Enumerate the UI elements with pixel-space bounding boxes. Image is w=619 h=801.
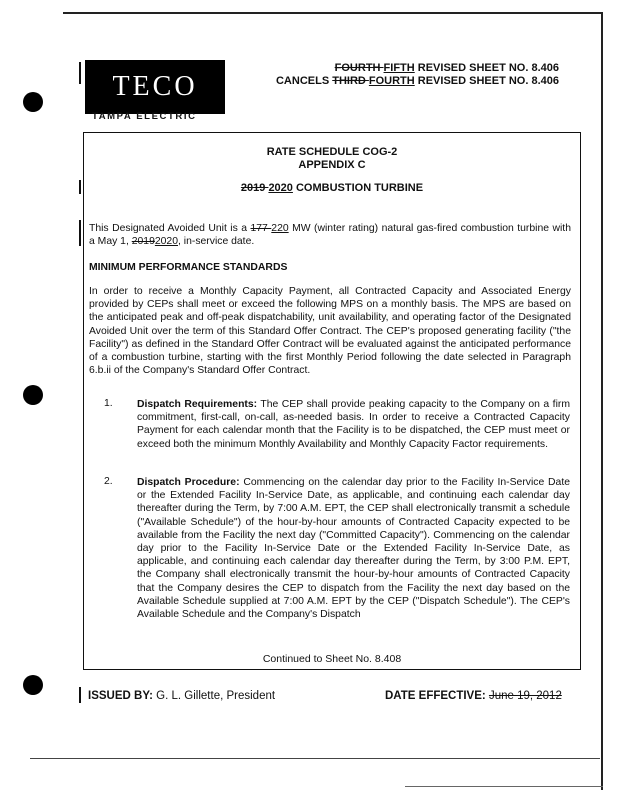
cancels-old-revision: THIRD	[332, 75, 369, 87]
revision-bar-footer	[79, 687, 81, 703]
intro-new-mw: 220	[271, 223, 289, 234]
logo-wordmark: TECO	[112, 71, 198, 102]
subtitle-text: COMBUSTION TURBINE	[292, 182, 424, 194]
cancels-number-text: REVISED SHEET NO. 8.406	[414, 75, 559, 87]
issued-by	[88, 690, 275, 702]
revision-bar-subtitle	[79, 180, 81, 194]
continued-note: Continued to Sheet No. 8.408	[262, 653, 402, 665]
section-heading: MINIMUM PERFORMANCE STANDARDS	[89, 262, 288, 273]
punch-hole-top	[23, 92, 43, 112]
item-number-1: 1.	[104, 398, 113, 409]
intro-new-year: 2020	[154, 236, 178, 248]
issued-by-value: G. L. Gillette, President	[156, 690, 276, 702]
subtitle-new-year: 2020	[268, 182, 293, 194]
item-body-2: Commencing on the calendar day prior to the Facility In-Service Date or the Extended Facility In-Service Date, as applicable, and continuing each calendar day thereafter during the Term, by 7:00 A.M. EPT, the CEP shall electronically transmit a schedule ("Available Schedule") of the hour-by-hour amounts of Contracted Capacity expected to be available from the Facility the next day ("Committed Capacity"). Commencing on the calendar day prior to the Facility In-Service Date or the Extended Facility In-Service Date, as applicable, and continuing each calendar day thereafter during the Term, by 3:00 P.M. EPT, the Company shall electronically transmit the hour-by-hour amounts of Contracted Capacity that the Company desires the CEP to dispatch from the Facility the next day based on the Available Schedule supplied at 7:00 A.M. EPT by the CEP ("Dispatch Schedule"). The CEP's Available Schedule and the Company's Dispatch	[137, 477, 570, 621]
unit-subtitle	[83, 182, 581, 194]
cancels-line	[276, 75, 559, 87]
item-number-2: 2.	[104, 476, 113, 487]
list-item-2	[137, 476, 570, 621]
punch-hole-middle	[23, 385, 43, 405]
logo-tagline: TAMPA ELECTRIC	[92, 111, 197, 122]
subtitle-old-year: 2019	[240, 182, 269, 194]
bottom-rule	[30, 758, 600, 759]
revision-bar-header	[79, 62, 81, 84]
item-heading-1: Dispatch Requirements:	[137, 399, 258, 410]
date-effective-label: DATE EFFECTIVE:	[385, 690, 486, 702]
intro-date-sep: ,	[125, 236, 132, 248]
schedule-title: RATE SCHEDULE COG-2	[266, 146, 398, 158]
date-effective	[385, 690, 562, 702]
intro-text-1: This Designated Avoided Unit is a	[89, 223, 251, 234]
sheet-new-revision: FIFTH	[383, 62, 415, 74]
date-effective-value: June 19, 2012	[488, 690, 562, 702]
intro-text-3: , in-service date.	[178, 236, 255, 248]
issued-by-label: ISSUED BY:	[88, 690, 153, 702]
intro-text-2: MW (winter rating) natural gas-fired combustion turbine with a May 1	[89, 223, 571, 248]
revision-bar-intro	[79, 220, 81, 246]
item-heading-2: Dispatch Procedure:	[137, 477, 240, 488]
cancels-new-revision: FOURTH	[368, 75, 415, 87]
bottom-rule-secondary	[405, 786, 603, 787]
list-item-1	[137, 398, 570, 451]
teco-logo	[85, 60, 225, 114]
sheet-number-line	[335, 62, 559, 74]
intro-old-year: 2019	[131, 236, 155, 248]
intro-old-mw: 177	[250, 223, 272, 234]
item-body-1: The CEP shall provide peaking capacity to the Company on a firm commitment, first-call, on-call, as-needed basis. In order to receive a Contracted Capacity Payment for each calendar month that the Facility is to be dispatched, the CEP must meet or exceed both the minimum Monthly Availability and Monthly Capacity Factor requirements.	[137, 399, 570, 450]
appendix-title: APPENDIX C	[298, 159, 366, 171]
body-paragraph: In order to receive a Monthly Capacity Payment, all Contracted Capacity and Associated Energy provided by CEPs shall meet or exceed the following MPS on a monthly basis. The MPS are based on the anticipated peak and off-peak dispatchability, unit availability, and operating factor of the Designated Avoided Unit over the term of this Standard Offer Contract. The CEP's proposed generating facility ("the Facility") as defined in the Standard Offer Contract will be evaluated against the anticipated performance of a combustion turbine, starting with the first Monthly Period following the date selected in Paragraph 6.b.ii of the Company's Standard Offer Contract.	[89, 286, 571, 377]
cancels-prefix: CANCELS	[275, 75, 333, 87]
sheet-number-text: REVISED SHEET NO. 8.406	[414, 62, 559, 74]
punch-hole-bottom	[23, 675, 43, 695]
sheet-old-revision: FOURTH	[334, 62, 384, 74]
intro-paragraph	[89, 222, 571, 248]
